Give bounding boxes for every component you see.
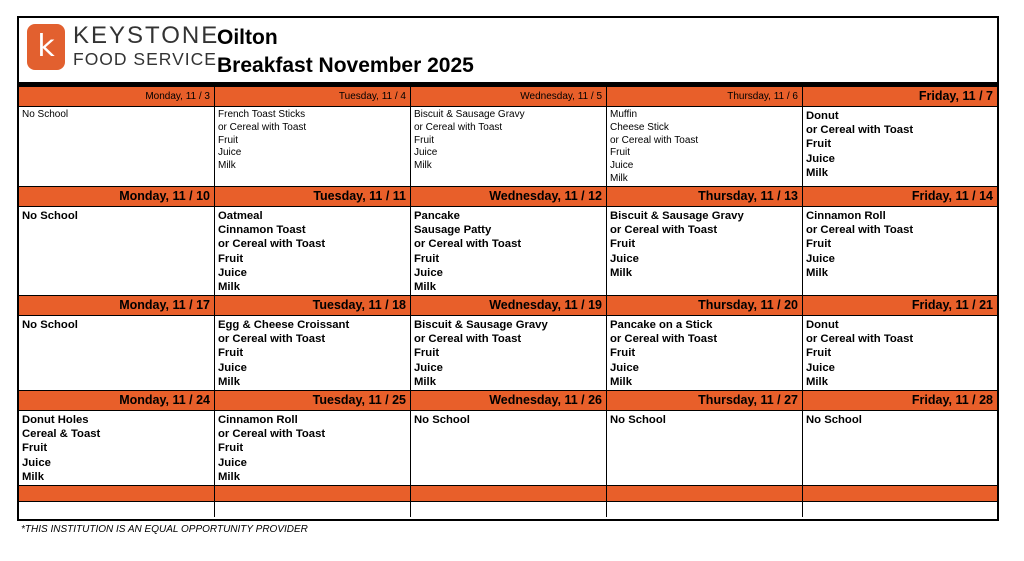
menu-item: Fruit [610, 238, 636, 251]
menu-item: Juice [22, 456, 51, 469]
day-header: Monday, 11 / 3 [19, 87, 215, 106]
menu-item: Pancake [414, 210, 460, 222]
menu-item: or Cereal with Toast [414, 121, 503, 133]
menu-item: Milk [414, 160, 432, 172]
day-header: Thursday, 11 / 20 [607, 296, 803, 315]
day-menu [19, 411, 215, 485]
menu-item: Fruit [806, 347, 832, 360]
menu-item: No School [22, 210, 78, 222]
day-menu [411, 316, 607, 390]
menu-item: Fruit [414, 347, 440, 360]
week-3-body-row [19, 316, 997, 391]
day-header: Monday, 11 / 24 [19, 391, 215, 410]
day-menu [803, 411, 997, 485]
menu-item: Juice [610, 160, 634, 172]
week-1-body-row [19, 107, 997, 187]
day-header: Wednesday, 11 / 5 [411, 87, 607, 106]
menu-item: Muffin [610, 109, 638, 120]
menu-item: Juice [610, 252, 639, 265]
menu-item: Cinnamon Toast [218, 224, 306, 237]
week-2-header-row [19, 187, 997, 207]
day-menu [19, 316, 215, 390]
menu-item: Juice [218, 147, 242, 159]
day-menu [607, 207, 803, 295]
menu-item: Juice [414, 147, 438, 159]
menu-item: Fruit [218, 134, 238, 146]
day-header: Wednesday, 11 / 26 [411, 391, 607, 410]
menu-item: or Cereal with Toast [610, 333, 718, 346]
day-header: Monday, 11 / 17 [19, 296, 215, 315]
day-header: Tuesday, 11 / 11 [215, 187, 411, 206]
menu-item: Juice [806, 252, 835, 265]
week-4-header-row [19, 391, 997, 411]
menu-item: Milk [610, 266, 632, 279]
day-header: Thursday, 11 / 13 [607, 187, 803, 206]
menu-item: No School [22, 109, 69, 120]
menu-item: Juice [218, 266, 247, 279]
menu-item: No School [414, 414, 470, 426]
day-menu [607, 316, 803, 390]
day-header: Wednesday, 11 / 19 [411, 296, 607, 315]
menu-item: Milk [218, 160, 236, 172]
menu-item: Milk [414, 281, 436, 294]
menu-item: or Cereal with Toast [218, 121, 307, 133]
menu-item: French Toast Sticks [218, 109, 306, 120]
day-header: Tuesday, 11 / 25 [215, 391, 411, 410]
keystone-logo [27, 24, 219, 70]
menu-item: or Cereal with Toast [218, 428, 326, 441]
day-menu [19, 207, 215, 295]
menu-item: Juice [414, 266, 443, 279]
menu-item: Fruit [218, 252, 244, 265]
menu-item: Milk [22, 470, 44, 483]
day-menu [607, 107, 803, 186]
menu-item: Donut [806, 319, 839, 331]
day-menu [411, 207, 607, 295]
menu-item: or Cereal with Toast [218, 333, 326, 346]
menu-item: Juice [414, 361, 443, 374]
menu-item: Juice [218, 456, 247, 469]
day-menu [19, 107, 215, 186]
day-header: Tuesday, 11 / 4 [215, 87, 411, 106]
day-menu [803, 316, 997, 390]
menu-item: Milk [610, 375, 632, 388]
menu-item: Juice [806, 361, 835, 374]
menu-item: or Cereal with Toast [806, 333, 914, 346]
menu-item: Milk [806, 375, 828, 388]
menu-item: Juice [610, 361, 639, 374]
week-5-body-row [19, 502, 997, 517]
day-header: Thursday, 11 / 27 [607, 391, 803, 410]
menu-item: Fruit [610, 347, 636, 360]
menu-item: Donut Holes [22, 414, 89, 426]
menu-item: Cinnamon Roll [218, 414, 298, 426]
day-menu [215, 411, 411, 485]
menu-sheet [17, 16, 999, 521]
day-menu [607, 411, 803, 485]
menu-item: Cheese Stick [610, 121, 669, 133]
day-header: Monday, 11 / 10 [19, 187, 215, 206]
school-name: Oilton [217, 26, 278, 49]
week-4-body-row [19, 411, 997, 486]
menu-item: or Cereal with Toast [610, 224, 718, 237]
day-menu [215, 107, 411, 186]
menu-item: Juice [806, 152, 835, 165]
day-header: Friday, 11 / 28 [911, 393, 993, 407]
menu-item: or Cereal with Toast [414, 238, 522, 251]
menu-item: or Cereal with Toast [806, 124, 914, 137]
day-header: Tuesday, 11 / 18 [215, 296, 411, 315]
menu-calendar [19, 87, 997, 517]
menu-item: No School [22, 319, 78, 331]
brand-subtitle: FOOD SERVICE [73, 49, 217, 69]
equal-opportunity-notice: *THIS INSTITUTION IS AN EQUAL OPPORTUNITY PROVIDER [21, 524, 308, 535]
menu-item: or Cereal with Toast [414, 333, 522, 346]
menu-item: Milk [218, 375, 240, 388]
menu-item: Pancake on a Stick [610, 319, 713, 331]
week-3-header-row [19, 296, 997, 316]
day-header: Wednesday, 11 / 12 [411, 187, 607, 206]
day-header: Thursday, 11 / 6 [607, 87, 803, 106]
menu-item: Sausage Patty [414, 224, 492, 237]
menu-item: Fruit [218, 442, 244, 455]
menu-item: Fruit [414, 134, 434, 146]
menu-header [19, 18, 997, 82]
menu-item: Milk [610, 172, 628, 184]
day-header: Friday, 11 / 7 [918, 89, 993, 103]
menu-item: No School [610, 414, 666, 426]
menu-item: Biscuit & Sausage Gravy [414, 109, 525, 120]
menu-item: Egg & Cheese Croissant [218, 319, 350, 331]
menu-item: Donut [806, 110, 839, 122]
menu-item: Milk [218, 470, 240, 483]
menu-item: Milk [806, 166, 828, 179]
menu-item: Fruit [806, 238, 832, 251]
menu-item: Oatmeal [218, 210, 263, 222]
menu-item: Milk [806, 266, 828, 279]
day-header: Friday, 11 / 21 [911, 298, 993, 312]
day-menu [803, 107, 997, 186]
menu-item: Fruit [414, 252, 440, 265]
week-2-body-row [19, 207, 997, 296]
menu-title: Breakfast November 2025 [217, 54, 474, 77]
menu-item: Cereal & Toast [22, 428, 101, 441]
menu-item: Fruit [22, 442, 48, 455]
brand-name: KEYSTONE [73, 22, 220, 49]
week-1-header-row [19, 87, 997, 107]
day-menu [803, 207, 997, 295]
menu-item: Cinnamon Roll [806, 210, 886, 222]
day-menu [215, 207, 411, 295]
menu-item: or Cereal with Toast [218, 238, 326, 251]
k-logo-icon: k [27, 24, 65, 70]
menu-item: Fruit [610, 147, 630, 159]
day-menu [215, 316, 411, 390]
menu-item: Fruit [218, 347, 244, 360]
day-menu [411, 107, 607, 186]
menu-item: Biscuit & Sausage Gravy [610, 210, 744, 222]
menu-item: Milk [414, 375, 436, 388]
menu-item: or Cereal with Toast [806, 224, 914, 237]
day-header: Friday, 11 / 14 [911, 189, 993, 203]
menu-item: Fruit [806, 138, 832, 151]
week-5-header-row [19, 486, 997, 502]
day-menu [411, 411, 607, 485]
menu-item: or Cereal with Toast [610, 134, 699, 146]
menu-item: Juice [218, 361, 247, 374]
menu-item: Milk [218, 281, 240, 294]
menu-item: No School [806, 414, 862, 426]
menu-item: Biscuit & Sausage Gravy [414, 319, 548, 331]
